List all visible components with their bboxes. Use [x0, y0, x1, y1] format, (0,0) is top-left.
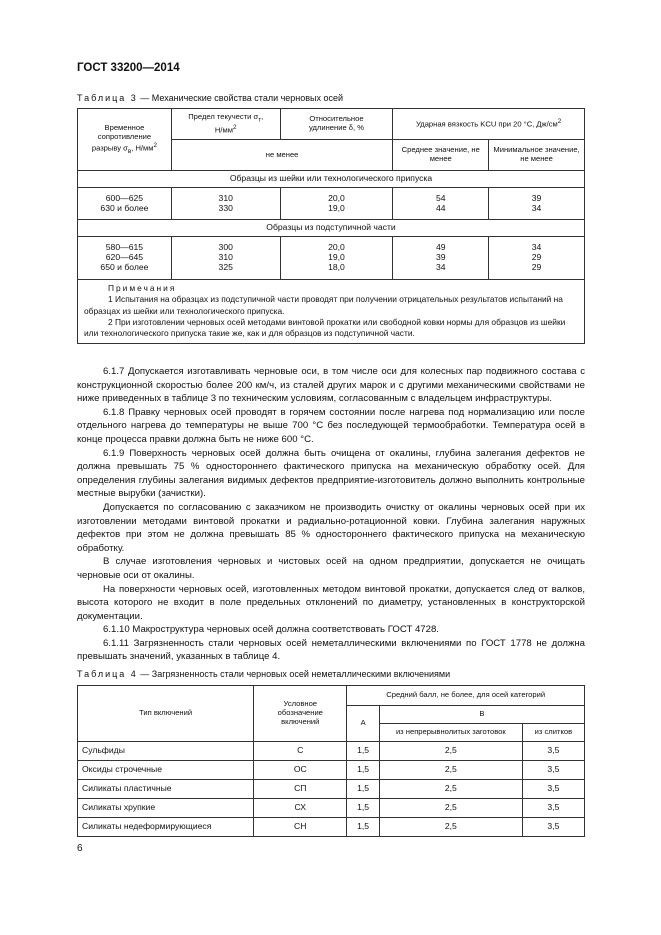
paragraph-same-plant: В случае изготовления черновых и чистовых осей на одном предприятии, допускается не очищать черновые оси от окалины. — [77, 556, 585, 581]
table4-cell: 2,5 — [379, 761, 522, 780]
table4-cell: 1,5 — [347, 799, 380, 818]
table4-cell: Силикаты хрупкие — [78, 799, 254, 818]
table4-cell: Силикаты пластичные — [78, 780, 254, 799]
table4-caption — [77, 669, 450, 679]
paragraph-roll-marks: На поверхности черновых осей, изготовленных методом винтовой прокатки, допускается след от валков, высота которого не входит в поле предельных отклонений по диаметру, установленных в конструкторской документации. — [77, 583, 585, 622]
table3-header-notless: не менее — [171, 140, 393, 171]
table4-header-a: А — [347, 706, 380, 742]
table3-header-elongation: Относительное удлинение δ, % — [280, 109, 393, 140]
table4-caption-title: — Загрязненность стали черновых осей неметаллическими включениями — [137, 669, 451, 679]
table4 — [77, 685, 585, 837]
table4-cell: 3,5 — [522, 780, 584, 799]
table3-cell: 34 29 29 — [489, 237, 585, 280]
table4-header-type: Тип включений — [78, 686, 254, 742]
table4-cell: 3,5 — [522, 799, 584, 818]
table3-caption — [77, 93, 343, 103]
table3-header-impact: Ударная вязкость KCU при 20 °С, $Дж/см^2$ — [393, 109, 585, 140]
table4-row — [78, 742, 585, 761]
table4-cell: ОС — [254, 761, 347, 780]
table3-header-tensile: Временное сопротивление разрыву $\sigma_в$, $Н/мм^2$ — [78, 109, 172, 171]
table3-cell: 20,0 19,0 18,0 — [280, 237, 393, 280]
paragraph-descaling: Допускается по согласованию с заказчиком не производить очистку от окалины черновых осей при их изготовлении методами винтовой прокатки и радиально-ротационной ковки. Глубина залегания наружных дефектов при этом не должна превышать 85 % одностороннего фактического припуска на механическую обработку. — [77, 501, 585, 554]
table4-row — [78, 818, 585, 837]
table4-cell: Оксиды строчечные — [78, 761, 254, 780]
paragraph-6-1-10: 6.1.10 Макроструктура черновых осей должна соответствовать ГОСТ 4728. — [103, 624, 439, 636]
table3-caption-title: — Механические свойства стали черновых осей — [137, 93, 344, 103]
page-number: 6 — [77, 843, 83, 854]
table4-row — [78, 799, 585, 818]
body-text — [77, 365, 585, 664]
table3-caption-prefix: Таблица 3 — [77, 93, 138, 103]
table4-header-b-continuous: из непрерывнолитых заготовок — [379, 724, 522, 742]
paragraph-6-1-8: 6.1.8 Правку черновых осей проводят в горячем состоянии после нагрева под нормализацию или после отдельного нагрева до температуры не выше 700 °С без последующей термообработки. Температура осей в конце процесса правки должна быть не ниже 600 °С. — [77, 406, 585, 445]
table3-header-min: Минимальное значение, не менее — [489, 140, 585, 171]
table4-caption-prefix: Таблица 4 — [77, 669, 138, 679]
table3-section-wheelseat: Образцы из подступичной части — [78, 220, 585, 237]
table4-header-b: В — [379, 706, 584, 724]
table3-cell: 49 39 34 — [393, 237, 489, 280]
table4-cell: Силикаты недеформирующиеся — [78, 818, 254, 837]
table3-header-yield: Предел текучести $\sigma_т$, $Н/мм^2$ — [171, 109, 280, 140]
note-1: 1 Испытания на образцах из подступичной части проводят при получении отрицательных результатов испытаний на образцах из шейки или технологического припуска. — [84, 294, 563, 316]
table3-notes — [78, 280, 585, 344]
table4-header-b-ingots: из слитков — [522, 724, 584, 742]
table4-cell: 2,5 — [379, 799, 522, 818]
paragraph-6-1-7: 6.1.7 Допускается изготавливать черновые оси, в том числе оси для колесных пар подвижного состава с конструкционной скоростью более 200 км/ч, из сталей других марок и с другими механическими свойствами не ниже приведенных в таблице 3 по техническим условиям, согласованным с владельцем инфраструктуры. — [77, 366, 585, 405]
table4-cell: 2,5 — [379, 742, 522, 761]
document-header: ГОСТ 33200—2014 — [77, 62, 180, 74]
table4-cell: 1,5 — [347, 818, 380, 837]
table3-cell: 39 34 — [489, 188, 585, 220]
table3-cell: 580—615 620—645 650 и более — [78, 237, 172, 280]
table4-cell: 3,5 — [522, 818, 584, 837]
table3-cell: 54 44 — [393, 188, 489, 220]
table4-cell: Сульфиды — [78, 742, 254, 761]
table3 — [77, 108, 585, 344]
table3-cell: 20,0 19,0 — [280, 188, 393, 220]
notes-title: Примечания — [108, 283, 177, 293]
table3-cell: 600—625 630 и более — [78, 188, 172, 220]
table4-header-avg: Средний балл, не более, для осей категорий — [347, 686, 585, 706]
table4-row — [78, 761, 585, 780]
table4-cell: С — [254, 742, 347, 761]
table4-cell: СН — [254, 818, 347, 837]
table4-header-symbol: Условное обозначение включений — [254, 686, 347, 742]
table4-cell: 3,5 — [522, 761, 584, 780]
table4-cell: 2,5 — [379, 818, 522, 837]
table4-row — [78, 780, 585, 799]
table4-cell: 2,5 — [379, 780, 522, 799]
table4-cell: СХ — [254, 799, 347, 818]
table4-cell: СП — [254, 780, 347, 799]
table4-cell: 1,5 — [347, 761, 380, 780]
note-2: 2 При изготовлении черновых осей методами винтовой прокатки или свободной ковки нормы для образцов из шейки или технологического припуска такие же, как и для образцов из подступичной части. — [84, 317, 566, 339]
table4-cell: 1,5 — [347, 742, 380, 761]
table3-cell: 300 310 325 — [171, 237, 280, 280]
table3-header-mean: Среднее значение, не менее — [393, 140, 489, 171]
table3-section-journal: Образцы из шейки или технологического припуска — [78, 171, 585, 188]
paragraph-6-1-9: 6.1.9 Поверхность черновых осей должна быть очищена от окалины, глубина залегания дефектов не должна превышать 75 % одностороннего фактического припуска на механическую обработку осей. Для определения глубины залегания видимых дефектов предприятие-изготовитель должно выполнить контрольные местные вырубки (зачистки). — [77, 447, 585, 500]
table4-cell: 1,5 — [347, 780, 380, 799]
table3-cell: 310 330 — [171, 188, 280, 220]
paragraph-6-1-11: 6.1.11 Загрязненность стали черновых осей неметаллическими включениями по ГОСТ 1778 не должна превышать значений, указанных в таблице 4. — [77, 637, 585, 663]
table4-cell: 3,5 — [522, 742, 584, 761]
